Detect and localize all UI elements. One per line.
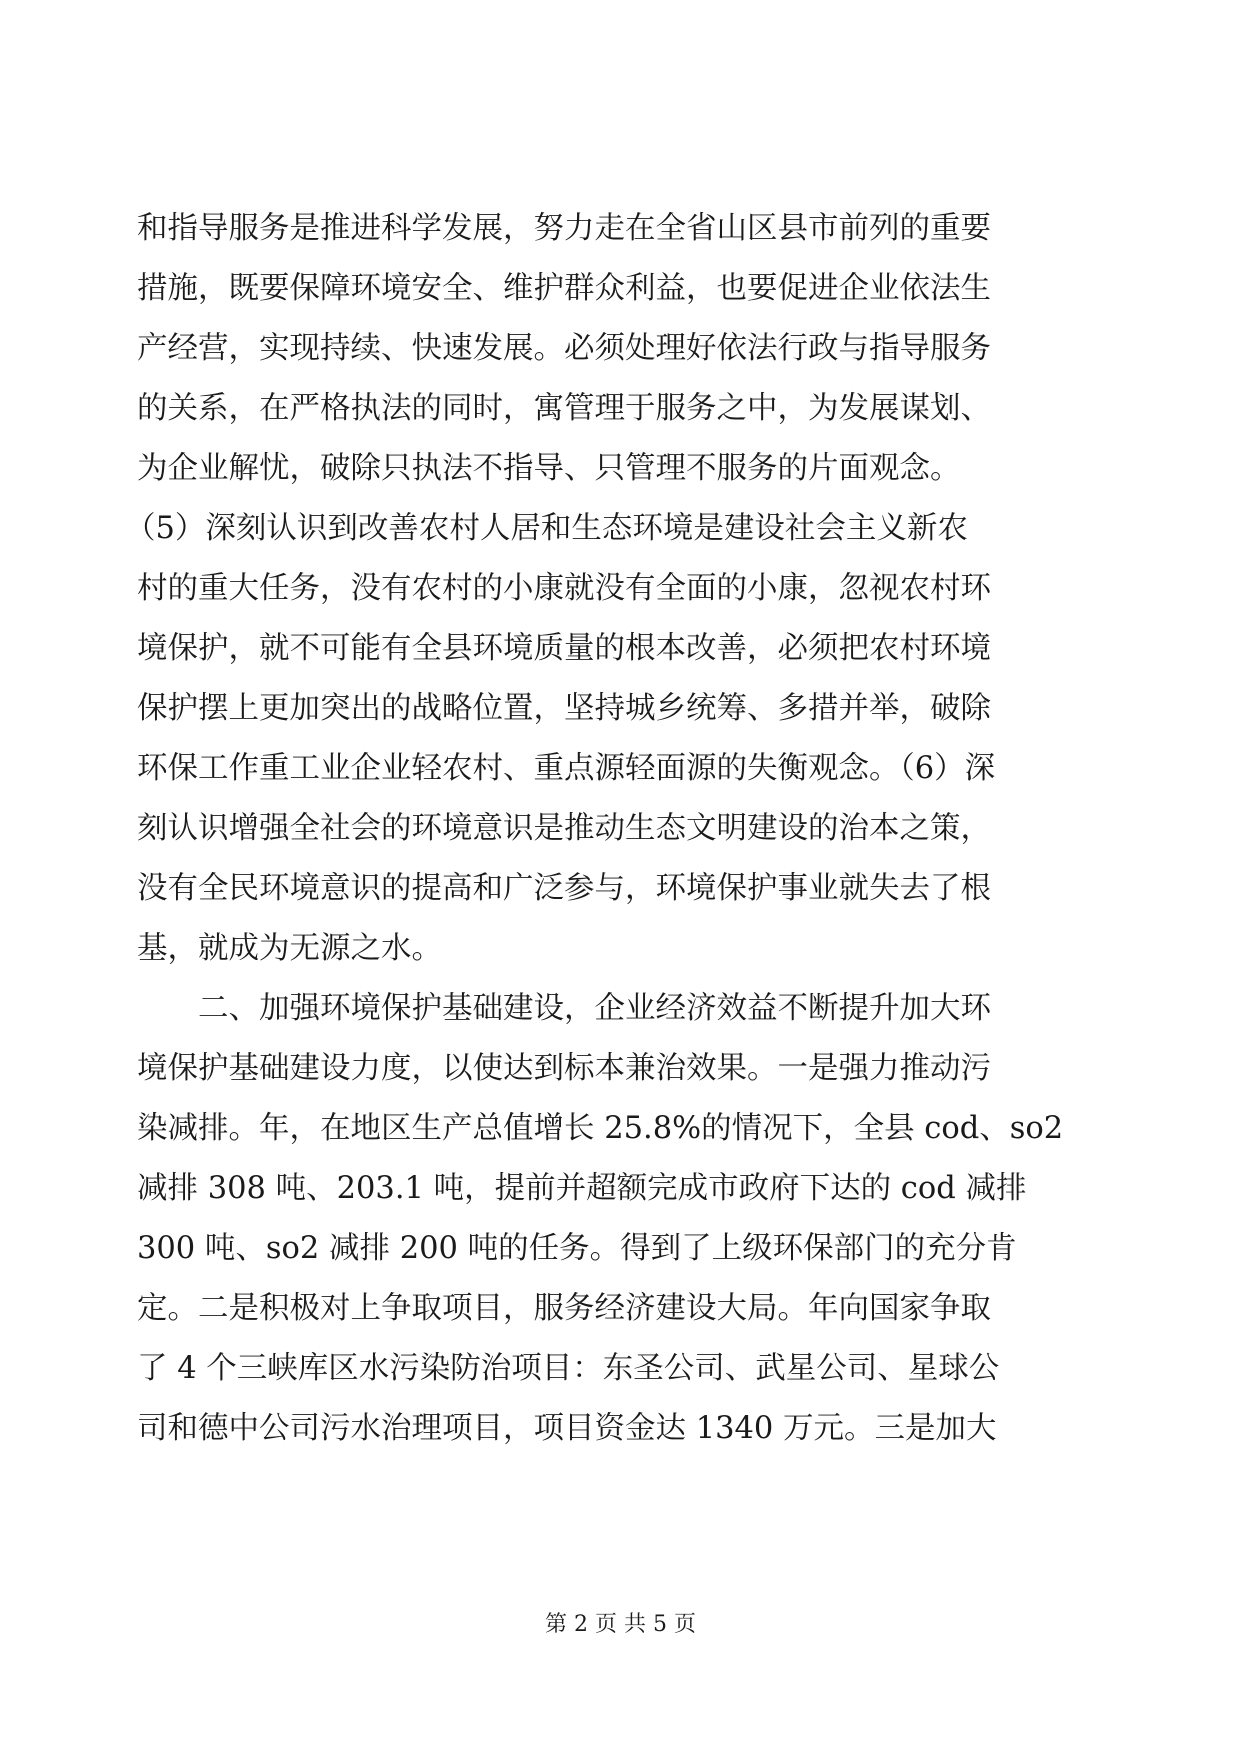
text-line: 产经营，实现持续、快速发展。必须处理好依法行政与指导服务 bbox=[137, 331, 991, 366]
text-line: 和指导服务是推进科学发展，努力走在全省山区县市前列的重要 bbox=[137, 211, 991, 246]
text-line: 基，就成为无源之水。 bbox=[137, 931, 442, 966]
paragraph-first-line: 二、加强环境保护基础建设，企业经济效益不断提升加大环 bbox=[198, 991, 991, 1026]
text-line: 定。二是积极对上争取项目，服务经济建设大局。年向国家争取 bbox=[137, 1291, 991, 1326]
text-line: 保护摆上更加突出的战略位置，坚持城乡统筹、多措并举，破除 bbox=[137, 691, 991, 726]
text-line: 境保护基础建设力度，以使达到标本兼治效果。一是强力推动污 bbox=[137, 1051, 991, 1086]
text-line: （5）深刻认识到改善农村人居和生态环境是建设社会主义新农 bbox=[125, 511, 968, 546]
text-line: 了 4 个三峡库区水污染防治项目：东圣公司、武星公司、星球公 bbox=[137, 1351, 1000, 1386]
text-line: 环保工作重工业企业轻农村、重点源轻面源的失衡观念。（6）深 bbox=[137, 751, 996, 786]
text-line: 境保护，就不可能有全县环境质量的根本改善，必须把农村环境 bbox=[137, 631, 991, 666]
text-line: 没有全民环境意识的提高和广泛参与，环境保护事业就失去了根 bbox=[137, 871, 991, 906]
text-line: 村的重大任务，没有农村的小康就没有全面的小康，忽视农村环 bbox=[137, 571, 991, 606]
text-line: 刻认识增强全社会的环境意识是推动生态文明建设的治本之策， bbox=[137, 811, 991, 846]
text-line: 司和德中公司污水治理项目，项目资金达 1340 万元。三是加大 bbox=[137, 1411, 997, 1446]
text-line: 300 吨、so2 减排 200 吨的任务。得到了上级环保部门的充分肯 bbox=[137, 1231, 1017, 1266]
text-line: 措施，既要保障环境安全、维护群众利益，也要促进企业依法生 bbox=[137, 271, 991, 306]
text-line: 的关系，在严格执法的同时，寓管理于服务之中，为发展谋划、 bbox=[137, 391, 991, 426]
text-line: 减排 308 吨、203.1 吨，提前并超额完成市政府下达的 cod 减排 bbox=[137, 1171, 1027, 1206]
text-line: 染减排。年，在地区生产总值增长 25.8%的情况下，全县 cod、so2 bbox=[137, 1111, 1064, 1146]
page-number-footer: 第 2 页 共 5 页 bbox=[545, 1612, 696, 1637]
text-line: 为企业解忧，破除只执法不指导、只管理不服务的片面观念。 bbox=[137, 451, 961, 486]
